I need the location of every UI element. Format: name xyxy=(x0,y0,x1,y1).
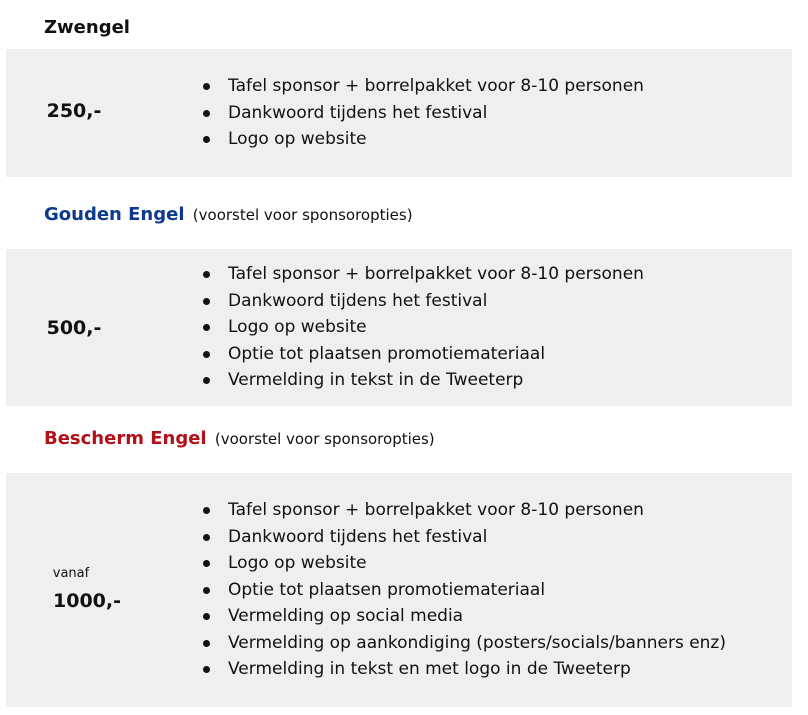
perk-item: Logo op website xyxy=(203,550,726,577)
tier-panel-gouden-engel xyxy=(6,249,792,406)
perk-list xyxy=(203,73,644,153)
tier-heading-zwengel xyxy=(44,17,130,38)
perk-item: Tafel sponsor + borrelpakket voor 8-10 personen xyxy=(203,73,644,100)
tier-note: (voorstel voor sponsoropties) xyxy=(192,206,413,224)
perk-item: Dankwoord tijdens het festival xyxy=(203,288,644,315)
perk-item: Dankwoord tijdens het festival xyxy=(203,524,726,551)
perk-item: Vermelding in tekst en met logo in de Tweeterp xyxy=(203,656,726,683)
tier-panel-bescherm-engel xyxy=(6,473,792,707)
perk-item: Vermelding in tekst in de Tweeterp xyxy=(203,367,644,394)
tier-name: Gouden Engel xyxy=(44,204,185,225)
tier-note: (voorstel voor sponsoropties) xyxy=(214,430,435,448)
perk-item: Tafel sponsor + borrelpakket voor 8-10 personen xyxy=(203,261,644,288)
perk-item: Dankwoord tijdens het festival xyxy=(203,100,644,127)
perk-item: Vermelding op social media xyxy=(203,603,726,630)
tier-name: Bescherm Engel xyxy=(44,428,207,449)
perk-item: Logo op website xyxy=(203,314,644,341)
tier-price-prefix: vanaf xyxy=(52,566,90,581)
tier-price: 1000,- xyxy=(53,590,121,612)
perk-item: Tafel sponsor + borrelpakket voor 8-10 personen xyxy=(203,497,726,524)
tier-heading-gouden-engel xyxy=(44,204,413,225)
tier-price: 500,- xyxy=(46,317,102,339)
perk-item: Vermelding op aankondiging (posters/socials/banners enz) xyxy=(203,630,726,657)
tier-panel-zwengel xyxy=(6,49,792,177)
perk-item: Logo op website xyxy=(203,126,644,153)
perk-item: Optie tot plaatsen promotiemateriaal xyxy=(203,577,726,604)
tier-price: 250,- xyxy=(46,100,102,122)
perk-list xyxy=(203,261,644,394)
tier-heading-bescherm-engel xyxy=(44,428,435,449)
perk-list xyxy=(203,497,726,683)
perk-item: Optie tot plaatsen promotiemateriaal xyxy=(203,341,644,368)
tier-name: Zwengel xyxy=(44,17,130,38)
